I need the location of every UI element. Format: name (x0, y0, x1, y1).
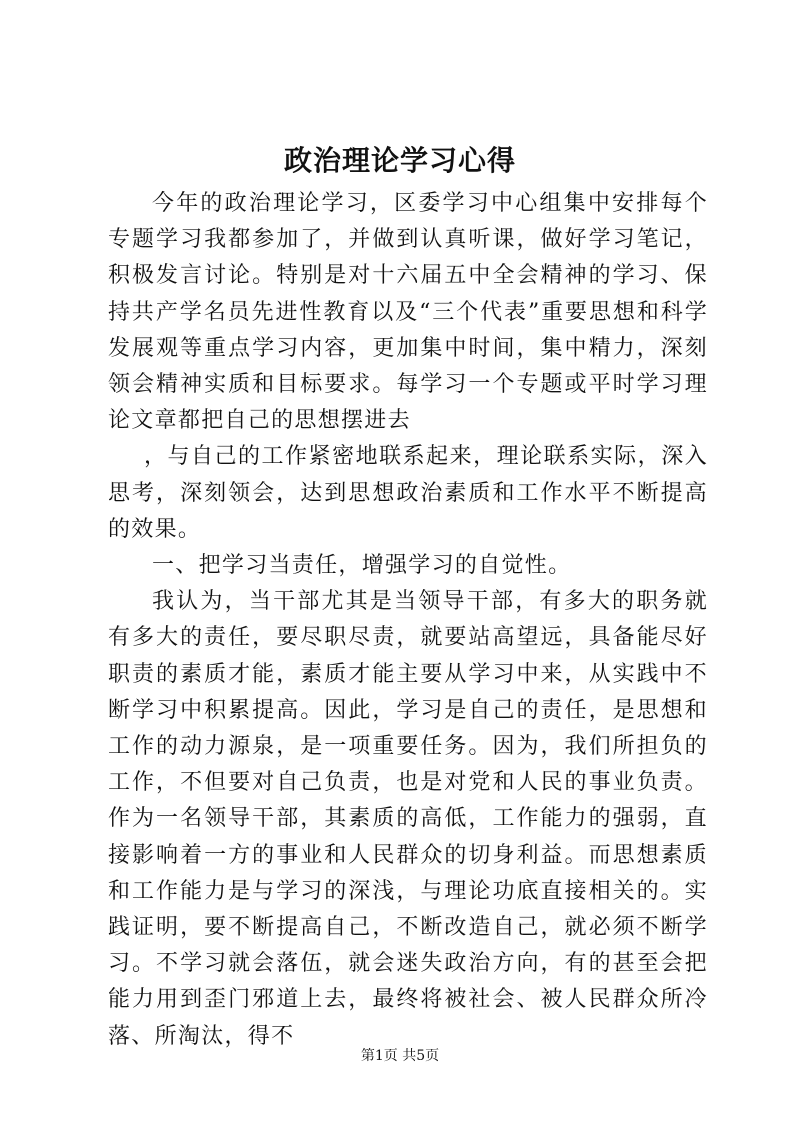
paragraph-responsibility: 我认为，当干部尤其是当领导干部，有多大的职务就有多大的责任，要尽职尽责，就要站高望远，具备能尽好职责的素质才能，素质才能主要从学习中来，从实践中不断学习中积累提高。因此，学习是自己的责任，是思想和工作的动力源泉，是一项重要任务。因为，我们所担负的工作，不但要对自己负责，也是对党和人民的事业负责。作为一名领导干部，其素质的高低，工作能力的强弱，直接影响着一方的事业和人民群众的切身利益。而思想素质和工作能力是与学习的深浅，与理论功底直接相关的。实践证明，要不断提高自己，不断改造自己，就必须不断学习。不学习就会落伍，就会迷失政治方向，有的甚至会把能力用到歪门邪道上去，最终将被社会、被人民群众所冷落、所淘汰，得不 (108, 589, 708, 1049)
document-title: 政治理论学习心得 (283, 144, 516, 177)
paragraph-intro: 今年的政治理论学习，区委学习中心组集中安排每个专题学习我都参加了，并做到认真听课，做好学习笔记，积极发言讨论。特别是对十六届五中全会精神的学习、保持共产学名员先进性教育以及“三个代表”重要思想和科学发展观等重点学习内容，更加集中时间，集中精力，深刻领会精神实质和目标要求。每学习一个专题或平时学习理论文章都把自己的思想摆进去 (108, 191, 708, 434)
paragraph-continuation: ，与自己的工作紧密地联系起来，理论联系实际，深入思考，深刻领会，达到思想政治素质和工作水平不断提高的效果。 (108, 444, 708, 542)
section-heading-one: 一、把学习当责任，增强学习的自觉性。 (152, 553, 572, 579)
page-footer: 第1页 共5页 (360, 1048, 440, 1064)
document-body (108, 186, 708, 1055)
